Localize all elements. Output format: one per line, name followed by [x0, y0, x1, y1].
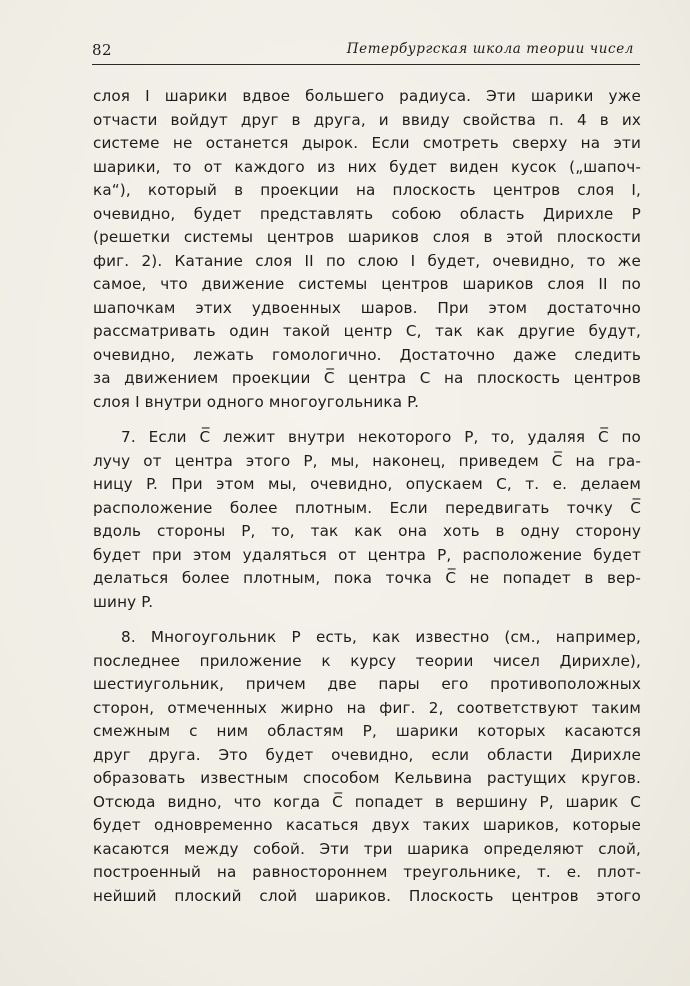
text-line: образовать известным способом Кельвина растущих кругов.: [93, 769, 641, 787]
text-line: шину P.: [93, 592, 154, 611]
text-line: фиг. 2). Катание слоя II по слою I будет, очевидно, то же: [93, 251, 641, 270]
page-number: 82: [92, 41, 113, 59]
text-line: построенный на равностороннем треугольнике, т. е. плот-: [93, 863, 641, 881]
text-line: шапочкам этих удвоенных шаров. При этом достаточно: [93, 298, 641, 317]
text-line: системе не останется дырок. Если смотреть сверху на эти: [93, 134, 641, 152]
running-title: Петербургская школа теории чисел: [346, 41, 634, 57]
paragraph-3: [93, 626, 641, 908]
text-line: 8. Многоугольник P есть, как известно (см., например,: [121, 628, 641, 646]
text-line: касаются между собой. Эти три шарика определяют слой,: [93, 839, 641, 858]
text-line: за движением проекции C̅ центра C на плоскость центров: [93, 369, 641, 387]
text-line: (решетки системы центров шариков слоя в этой плоскости: [93, 228, 641, 246]
text-line: вдоль стороны P, то, так как она хоть в одну сторону: [93, 522, 641, 540]
text-line: последнее приложение к курсу теории чисел Дирихле),: [93, 651, 641, 670]
text-line: очевидно, лежать гомологично. Достаточно даже следить: [93, 345, 641, 364]
text-line: лучу от центра этого P, мы, наконец, приведем C̅ на гра-: [93, 451, 641, 470]
text-line: будет при этом удаляться от центра P, расположение будет: [93, 545, 641, 564]
paragraph-2: [93, 426, 641, 614]
text-line: отчасти войдут друг в друга, и ввиду свойства п. 4 в их: [93, 110, 641, 129]
text-line: самое, что движение системы центров шариков слоя II по: [93, 275, 641, 293]
paragraph-1: [93, 85, 641, 414]
text-line: очевидно, будет представлять собою область Дирихле P: [93, 204, 641, 223]
text-line: слоя I внутри одного многоугольника P.: [93, 392, 420, 411]
text-line: ницу P. При этом мы, очевидно, опускаем C, т. е. делаем: [93, 475, 641, 493]
text-line: расположение более плотным. Если передвигать точку C̅: [93, 498, 641, 517]
text-line: рассматривать один такой центр C, так как другие будут,: [93, 322, 641, 340]
text-line: шарики, то от каждого из них будет виден кусок („шапоч-: [93, 157, 641, 176]
text-line: 7. Если C̅ лежит внутри некоторого P, то, удаляя C̅ по: [121, 428, 641, 446]
text-line: нейший плоский слой шариков. Плоскость центров этого: [93, 886, 641, 905]
page-header: [92, 40, 640, 65]
text-line: сторон, отмеченных жирно на фиг. 2, соответствуют таким: [93, 698, 641, 717]
text-line: шестиугольник, причем две пары его противоположных: [93, 675, 641, 693]
text-line: Отсюда видно, что когда C̅ попадет в вершину P, шарик C: [93, 792, 641, 811]
text-line: слоя I шарики вдвое большего радиуса. Эти шарики уже: [93, 87, 641, 105]
text-line: будет одновременно касаться двух таких шариков, которые: [93, 816, 641, 834]
text-line: ка“), который в проекции на плоскость центров слоя I,: [93, 181, 641, 199]
text-line: друг друга. Это будет очевидно, если области Дирихле: [93, 745, 641, 764]
text-line: делаться более плотным, пока точка C̅ не попадет в вер-: [93, 569, 641, 587]
text-line: смежным с ним областям P, шарики которых касаются: [93, 722, 641, 740]
body-text: [93, 85, 641, 908]
